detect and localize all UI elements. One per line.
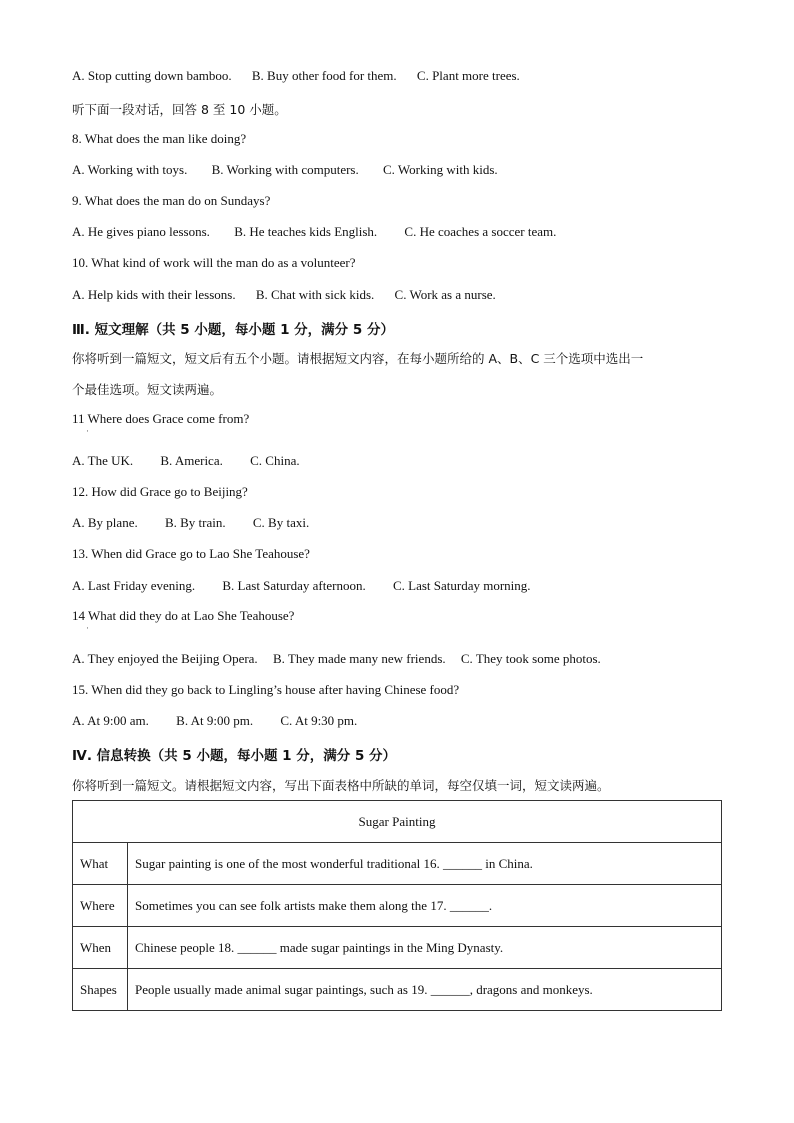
section-4-instruction: 你将听到一篇短文。请根据短文内容，写出下面表格中所缺的单词，每空仅填一词，短文读两遍。 [72, 778, 610, 793]
option-c: C. Working with kids. [382, 162, 498, 177]
row-text: Chinese people 18. ______ made sugar paintings in the Ming Dynasty. [128, 927, 722, 969]
table-row [73, 885, 722, 927]
option-c: C. Plant more trees. [416, 68, 520, 83]
q14-options [72, 651, 601, 667]
option-b: B. They made many new friends. [272, 651, 446, 666]
section-3-instruction-line-2: 个最佳选项。短文读两遍。 [72, 382, 223, 397]
option-a: A. By plane. [72, 515, 138, 530]
question-15: 15. When did they go back to Lingling’s house after having Chinese food? [72, 682, 460, 697]
row-label: When [73, 927, 128, 969]
question-8: 8. What does the man like doing? [72, 131, 247, 146]
stray-mark: · [86, 426, 89, 436]
row-label: What [73, 843, 128, 885]
table-row [73, 969, 722, 1011]
option-b: B. America. [160, 453, 223, 468]
option-a: A. Last Friday evening. [72, 578, 196, 593]
q13-options [72, 578, 531, 594]
option-a: A. Stop cutting down bamboo. [72, 68, 232, 83]
q7-options [72, 68, 520, 84]
instruction-8-10: 听下面一段对话，回答 8 至 10 小题。 [72, 102, 287, 117]
table-title: Sugar Painting [73, 801, 722, 843]
q12-options [72, 515, 309, 531]
option-a: A. He gives piano lessons. [72, 224, 210, 239]
option-c: C. At 9:30 pm. [280, 713, 358, 728]
question-10: 10. What kind of work will the man do as a volunteer? [72, 255, 356, 270]
row-text: Sometimes you can see folk artists make them along the 17. ______. [128, 885, 722, 927]
question-9: 9. What does the man do on Sundays? [72, 193, 271, 208]
option-a: A. The UK. [72, 453, 134, 468]
stray-mark: · [86, 623, 89, 633]
q9-options [72, 224, 556, 240]
row-text: People usually made animal sugar paintings, such as 19. ______, dragons and monkeys. [128, 969, 722, 1011]
q8-options [72, 162, 498, 178]
option-c: C. Last Saturday morning. [392, 578, 531, 593]
row-text: Sugar painting is one of the most wonderful traditional 16. ______ in China. [128, 843, 722, 885]
q15-options [72, 713, 357, 729]
section-3-heading: Ⅲ. 短文理解（共 5 小题，每小题 1 分，满分 5 分） [72, 322, 394, 338]
option-b: B. At 9:00 pm. [176, 713, 254, 728]
option-b: B. By train. [164, 515, 226, 530]
option-a: A. Working with toys. [72, 162, 188, 177]
q10-options [72, 287, 496, 303]
option-b: B. Working with computers. [211, 162, 359, 177]
question-13: 13. When did Grace go to Lao She Teahouse? [72, 546, 310, 561]
q11-options [72, 453, 300, 469]
option-a: A. Help kids with their lessons. [72, 287, 236, 302]
table-row [73, 843, 722, 885]
question-11: 11 Where does Grace come from? [72, 411, 250, 426]
option-b: B. Last Saturday afternoon. [222, 578, 366, 593]
option-c: C. Work as a nurse. [394, 287, 496, 302]
question-14: 14 What did they do at Lao She Teahouse? [72, 608, 295, 623]
option-a: A. They enjoyed the Beijing Opera. [72, 651, 258, 666]
option-c: C. China. [250, 453, 300, 468]
option-a: A. At 9:00 am. [72, 713, 149, 728]
row-label: Shapes [73, 969, 128, 1011]
option-c: C. He coaches a soccer team. [404, 224, 557, 239]
section-3-instruction-line-1: 你将听到一篇短文，短文后有五个小题。请根据短文内容，在每小题所给的 A、B、C 三个选项中选出一 [72, 351, 644, 366]
question-12: 12. How did Grace go to Beijing? [72, 484, 248, 499]
table-title-row [73, 801, 722, 843]
option-b: B. Chat with sick kids. [255, 287, 375, 302]
table-row [73, 927, 722, 969]
option-c: C. They took some photos. [460, 651, 601, 666]
option-b: B. Buy other food for them. [251, 68, 397, 83]
row-label: Where [73, 885, 128, 927]
section-4-heading: Ⅳ. 信息转换（共 5 小题，每小题 1 分，满分 5 分） [72, 748, 397, 764]
option-b: B. He teaches kids English. [234, 224, 378, 239]
option-c: C. By taxi. [252, 515, 310, 530]
info-table [72, 800, 722, 1011]
